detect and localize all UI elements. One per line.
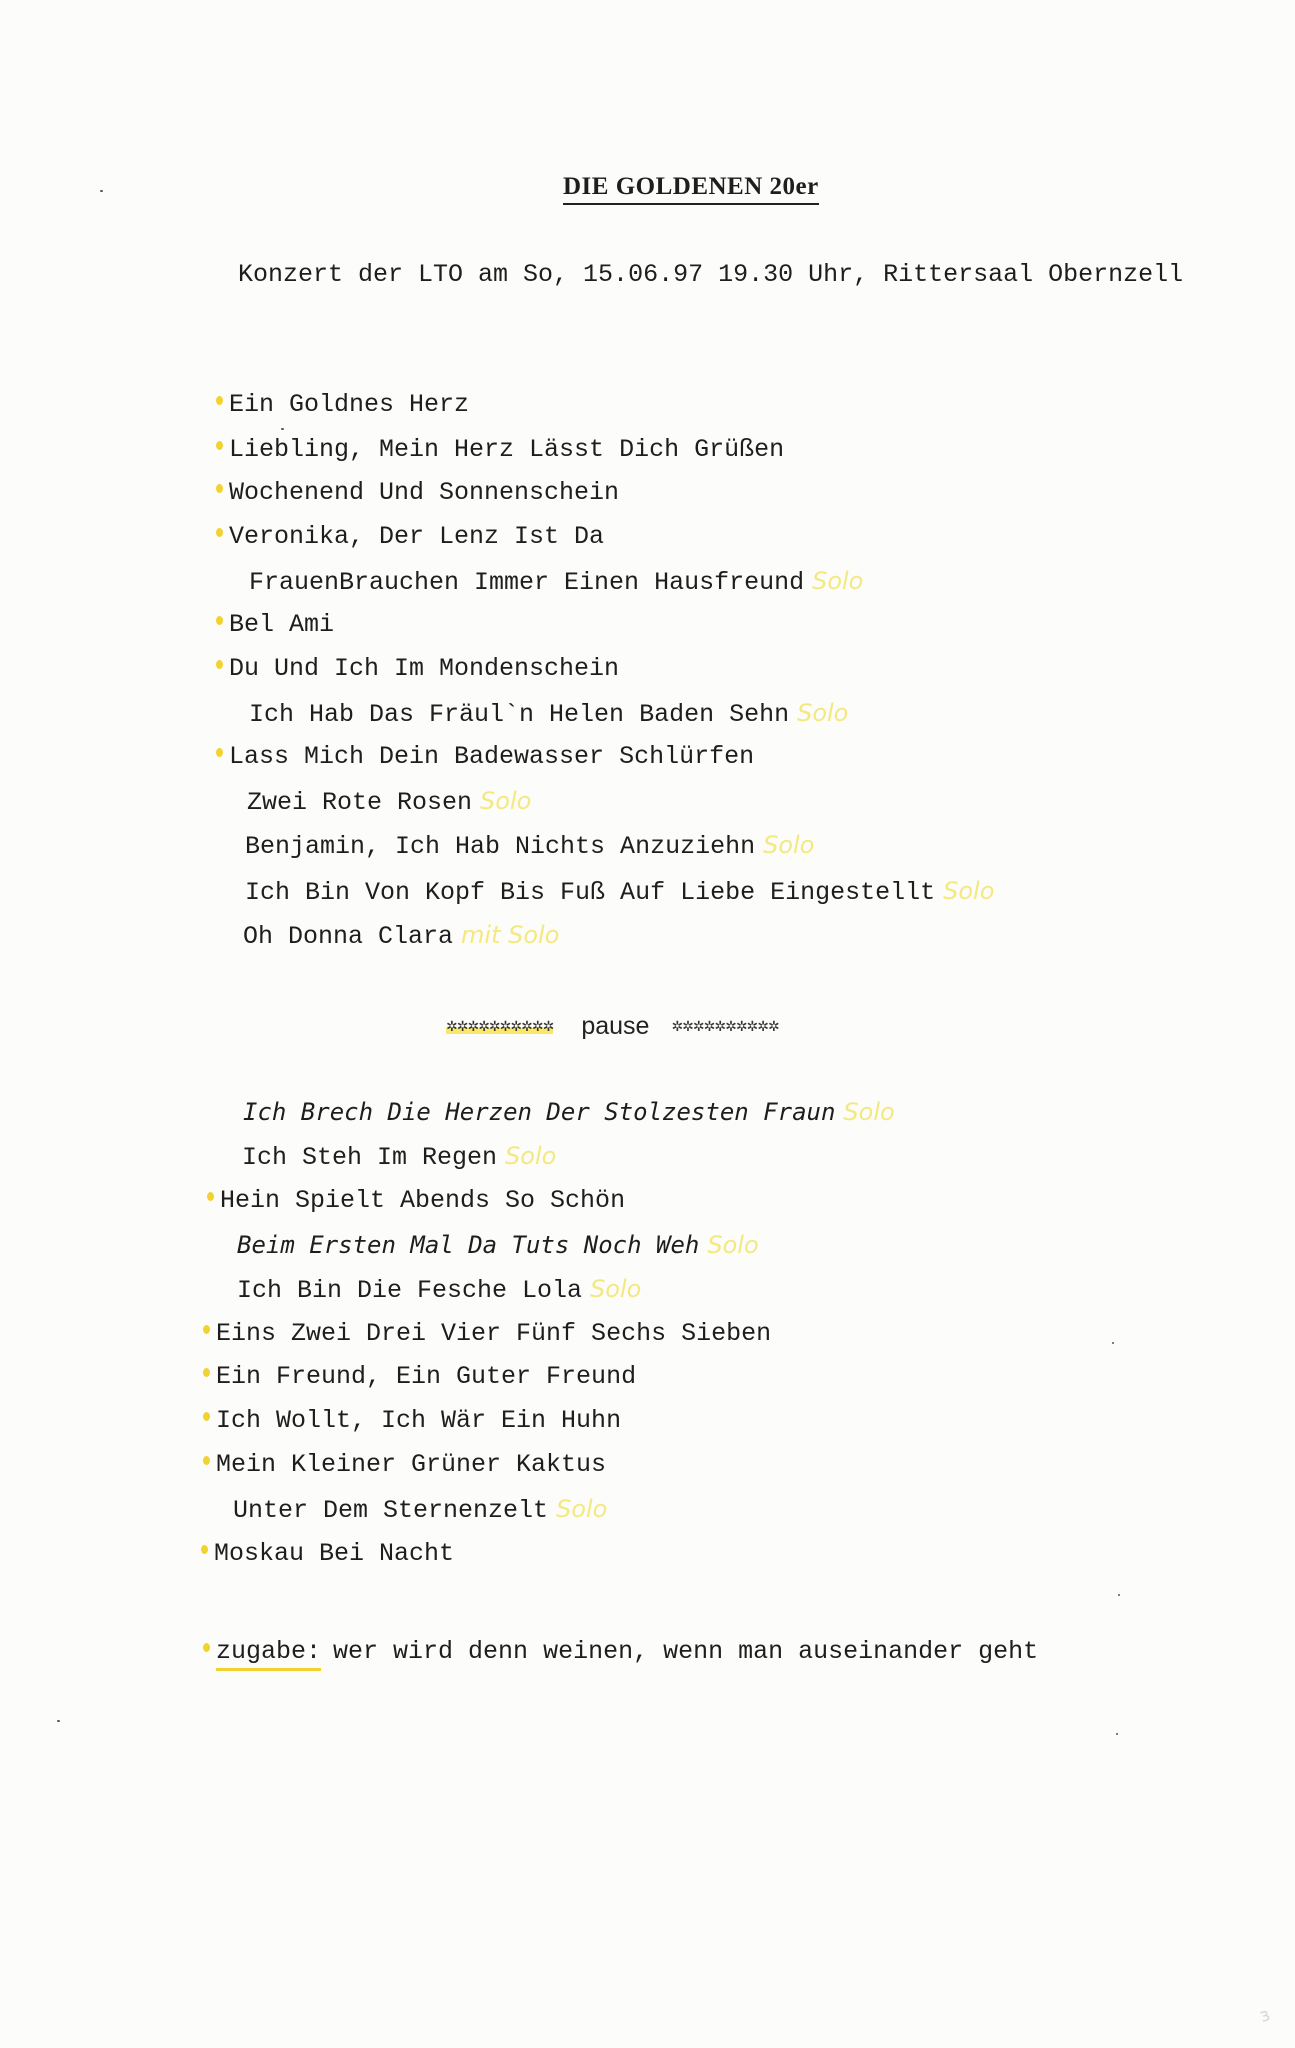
song-title: Ein Goldnes Herz [229,390,470,419]
solo-annotation: Solo [812,567,864,595]
song-item [216,390,469,420]
star-divider-left: ✲✲✲✲✲✲✲✲✲✲ [446,1018,554,1035]
song-item [203,1450,606,1480]
song-item [216,522,604,552]
song-title: Ich Hab Das Fräul`n Helen Baden Sehn [249,700,790,729]
highlight-dot-icon [203,1456,210,1465]
song-title: Hein Spielt Abends So Schön [220,1186,626,1215]
song-title: Lass Mich Dein Badewasser Schlürfen [229,742,755,771]
page-mark: ɜ [1256,2003,1273,2028]
encore-keyword: zugabe: [216,1637,321,1671]
song-item [224,1274,641,1306]
star-divider-right: ✲✲✲✲✲✲✲✲✲✲ [671,1018,779,1035]
song-title: Ich Steh Im Regen [242,1143,498,1172]
highlight-dot-icon [203,1325,210,1334]
highlight-dot-icon [207,1192,214,1201]
solo-annotation: Solo [590,1275,642,1303]
solo-annotation: Solo [763,831,815,859]
song-item [230,1097,895,1127]
song-item [236,566,863,598]
song-title: Oh Donna Clara [243,922,454,951]
paper-speck [57,1720,60,1722]
song-title: Liebling, Mein Herz Lässt Dich Grüßen [229,435,785,464]
song-item [220,1494,607,1526]
highlight-dot-icon [203,1643,210,1652]
song-item [216,610,334,640]
song-title: Beim Ersten Mal Da Tuts Noch Weh [237,1231,700,1259]
concert-info: Konzert der LTO am So, 15.06.97 19.30 Uhr, Rittersaal Obernzell [238,260,1184,289]
song-item [201,1539,454,1569]
song-title: Unter Dem Sternenzelt [233,1496,549,1525]
song-title: Wochenend Und Sonnenschein [229,478,620,507]
solo-annotation: mit Solo [461,921,560,949]
highlight-dot-icon [216,484,223,493]
song-item [203,1319,771,1349]
song-item [230,920,559,952]
song-item [216,478,619,508]
song-title: FrauenBrauchen Immer Einen Hausfreund [249,568,805,597]
song-item [207,1186,625,1216]
paper-speck [1118,1594,1120,1596]
highlight-dot-icon [216,660,223,669]
song-title: Moskau Bei Nacht [214,1539,455,1568]
highlight-dot-icon [216,748,223,757]
highlight-dot-icon [216,528,223,537]
highlight-dot-icon [201,1545,208,1554]
highlight-dot-icon [216,396,223,405]
song-title: Veronika, Der Lenz Ist Da [229,522,605,551]
program-title: DIE GOLDENEN 20er [563,172,819,205]
song-item [216,435,784,465]
song-title: Mein Kleiner Grüner Kaktus [216,1450,607,1479]
song-item [229,1141,556,1173]
song-title: Du Und Ich Im Mondenschein [229,654,620,683]
song-item [232,830,814,862]
song-title: Ich Wollt, Ich Wär Ein Huhn [216,1406,622,1435]
song-title: Benjamin, Ich Hab Nichts Anzuziehn [245,832,756,861]
pause-divider [446,1012,779,1041]
song-item [216,742,754,772]
highlight-dot-icon [203,1368,210,1377]
song-title: Ich Bin Von Kopf Bis Fuß Auf Liebe Eingestellt [245,878,936,907]
solo-annotation: Solo [707,1231,759,1259]
paper-speck [1116,1733,1118,1735]
solo-annotation: Solo [943,877,995,905]
song-title: Ich Brech Die Herzen Der Stolzesten Fraun [243,1098,836,1126]
solo-annotation: Solo [556,1495,608,1523]
solo-annotation: Solo [797,699,849,727]
highlight-dot-icon [216,616,223,625]
paper-speck [100,190,103,192]
song-title: Eins Zwei Drei Vier Fünf Sechs Sieben [216,1319,772,1348]
solo-annotation: Solo [480,787,532,815]
song-item [203,1362,636,1392]
song-title: Zwei Rote Rosen [247,788,473,817]
song-item [224,1230,759,1260]
song-item [216,654,619,684]
song-item [203,1406,621,1436]
paper-speck [1112,1342,1114,1344]
song-item [232,876,994,908]
pause-label: pause [581,1012,650,1040]
solo-annotation: Solo [505,1142,557,1170]
song-title: Bel Ami [229,610,335,639]
solo-annotation: Solo [843,1098,895,1126]
song-item [236,698,848,730]
song-item [234,786,531,818]
highlight-dot-icon [216,441,223,450]
highlight-dot-icon [203,1412,210,1421]
encore-song: wer wird denn weinen, wenn man auseinander geht [333,1637,1039,1666]
encore-line [203,1637,1038,1671]
paper-speck [281,428,284,430]
song-title: Ein Freund, Ein Guter Freund [216,1362,637,1391]
song-title: Ich Bin Die Fesche Lola [237,1276,583,1305]
